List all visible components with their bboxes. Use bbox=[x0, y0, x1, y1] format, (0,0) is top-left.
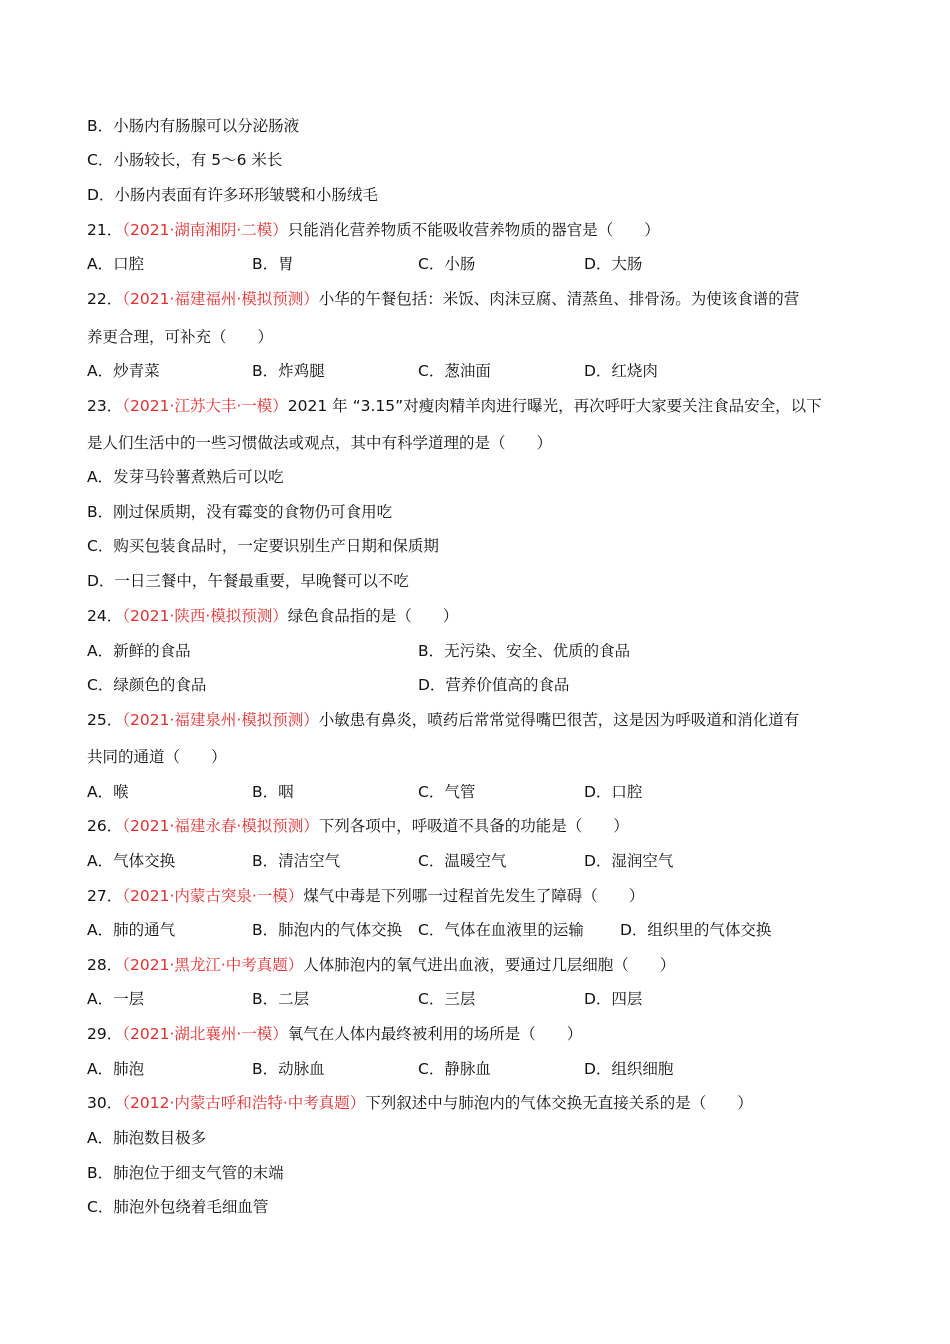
question-number: 28． bbox=[87, 956, 123, 974]
question-stem: 只能消化营养物质不能吸收营养物质的器官是（ ） bbox=[287, 221, 660, 239]
question-stem: 小华的午餐包括：米饭、肉沫豆腐、清蒸鱼、排骨汤。为使该食谱的营 bbox=[318, 290, 800, 308]
question-source: （2021·内蒙古突泉·一模） bbox=[122, 887, 304, 905]
option-c: C．购买包装食品时，一定要识别生产日期和保质期 bbox=[87, 537, 439, 555]
question-number: 22． bbox=[87, 290, 123, 308]
option-prev-c: C．小肠较长，有 5～6 米长 bbox=[87, 151, 283, 169]
option-d: D．红烧肉 bbox=[584, 362, 658, 380]
option-a: A．肺的通气 bbox=[87, 921, 176, 939]
question-source: （2021·福建永春·模拟预测） bbox=[122, 817, 319, 835]
question-source: （2012·内蒙古呼和浩特·中考真题） bbox=[122, 1094, 366, 1112]
question-stem: 人体肺泡内的氧气进出血液，要通过几层细胞（ ） bbox=[303, 956, 676, 974]
option-a: A．气体交换 bbox=[87, 852, 176, 870]
question-stem: 绿色食品指的是（ ） bbox=[287, 607, 459, 625]
option-c: C．气体在血液里的运输 bbox=[418, 921, 584, 939]
option-c: C．气管 bbox=[418, 783, 476, 801]
question-source: （2021·湖北襄州·一模） bbox=[122, 1025, 288, 1043]
option-d: D．口腔 bbox=[584, 783, 643, 801]
question-stem: 下列叙述中与肺泡内的气体交换无直接关系的是（ ） bbox=[365, 1094, 753, 1112]
option-d: D．组织细胞 bbox=[584, 1060, 674, 1078]
question-30 bbox=[87, 1093, 753, 1113]
option-b: B．二层 bbox=[252, 990, 310, 1008]
option-a: A．喉 bbox=[87, 783, 129, 801]
question-number: 30． bbox=[87, 1094, 123, 1112]
question-stem: 2021 年 “3.15”对瘦肉精羊肉进行曝光，再次呼吁大家要关注食品安全，以下 bbox=[287, 397, 822, 415]
question-number: 27． bbox=[87, 887, 123, 905]
question-number: 29． bbox=[87, 1025, 123, 1043]
option-c: C．三层 bbox=[418, 990, 476, 1008]
option-b: B．刚过保质期，没有霉变的食物仍可食用吃 bbox=[87, 503, 393, 521]
question-28 bbox=[87, 955, 675, 975]
question-number: 25． bbox=[87, 711, 123, 729]
option-b: B．清洁空气 bbox=[252, 852, 341, 870]
question-27 bbox=[87, 886, 644, 906]
option-d: D．湿润空气 bbox=[584, 852, 674, 870]
option-b: B．肺泡位于细支气管的末端 bbox=[87, 1164, 284, 1182]
question-source: （2021·湖南湘阴·二模） bbox=[122, 221, 288, 239]
option-a: A．发芽马铃薯煮熟后可以吃 bbox=[87, 468, 284, 486]
option-c: C．温暖空气 bbox=[418, 852, 507, 870]
option-c: C．绿颜色的食品 bbox=[87, 676, 207, 694]
question-23 bbox=[87, 396, 822, 416]
option-a: A．一层 bbox=[87, 990, 145, 1008]
option-b: B．炸鸡腿 bbox=[252, 362, 325, 380]
option-c: C．葱油面 bbox=[418, 362, 491, 380]
option-a: A．新鲜的食品 bbox=[87, 642, 191, 660]
question-29 bbox=[87, 1024, 582, 1044]
option-a: A．炒青菜 bbox=[87, 362, 160, 380]
question-24 bbox=[87, 606, 458, 626]
question-number: 21． bbox=[87, 221, 123, 239]
question-number: 23． bbox=[87, 397, 123, 415]
option-d: D．一日三餐中，午餐最重要，早晚餐可以不吃 bbox=[87, 572, 409, 590]
option-b: B．肺泡内的气体交换 bbox=[252, 921, 403, 939]
question-21 bbox=[87, 220, 660, 240]
option-a: A．肺泡数目极多 bbox=[87, 1129, 207, 1147]
option-d: D．大肠 bbox=[584, 255, 643, 273]
option-c: C．小肠 bbox=[418, 255, 476, 273]
question-source: （2021·福建福州·模拟预测） bbox=[122, 290, 319, 308]
option-c: C．肺泡外包绕着毛细血管 bbox=[87, 1198, 269, 1216]
question-25-stem-continued: 共同的通道（ ） bbox=[87, 748, 227, 766]
question-23-stem-continued: 是人们生活中的一些习惯做法或观点，其中有科学道理的是（ ） bbox=[87, 434, 553, 452]
option-b: B．无污染、安全、优质的食品 bbox=[418, 642, 631, 660]
question-source: （2021·陕西·模拟预测） bbox=[122, 607, 288, 625]
option-d: D．营养价值高的食品 bbox=[418, 676, 570, 694]
option-b: B．胃 bbox=[252, 255, 294, 273]
question-22-stem-continued: 养更合理，可补充（ ） bbox=[87, 328, 274, 346]
option-b: B．咽 bbox=[252, 783, 294, 801]
option-prev-b: B．小肠内有肠腺可以分泌肠液 bbox=[87, 117, 300, 135]
option-d: D．组织里的气体交换 bbox=[620, 921, 772, 939]
question-26 bbox=[87, 816, 629, 836]
option-b: B．动脉血 bbox=[252, 1060, 325, 1078]
question-stem: 煤气中毒是下列哪一过程首先发生了障碍（ ） bbox=[303, 887, 645, 905]
option-prev-d: D．小肠内表面有许多环形皱襞和小肠绒毛 bbox=[87, 186, 378, 204]
question-stem: 小敏患有鼻炎，喷药后常常觉得嘴巴很苦，这是因为呼吸道和消化道有 bbox=[318, 711, 800, 729]
option-d: D．四层 bbox=[584, 990, 643, 1008]
question-number: 26． bbox=[87, 817, 123, 835]
question-22 bbox=[87, 289, 799, 309]
option-a: A．口腔 bbox=[87, 255, 145, 273]
question-source: （2021·福建泉州·模拟预测） bbox=[122, 711, 319, 729]
option-a: A．肺泡 bbox=[87, 1060, 145, 1078]
question-source: （2021·黑龙江·中考真题） bbox=[122, 956, 304, 974]
question-number: 24． bbox=[87, 607, 123, 625]
option-c: C．静脉血 bbox=[418, 1060, 491, 1078]
question-stem: 下列各项中，呼吸道不具备的功能是（ ） bbox=[318, 817, 629, 835]
question-source: （2021·江苏大丰·一模） bbox=[122, 397, 288, 415]
question-stem: 氧气在人体内最终被利用的场所是（ ） bbox=[287, 1025, 583, 1043]
question-25 bbox=[87, 710, 799, 730]
